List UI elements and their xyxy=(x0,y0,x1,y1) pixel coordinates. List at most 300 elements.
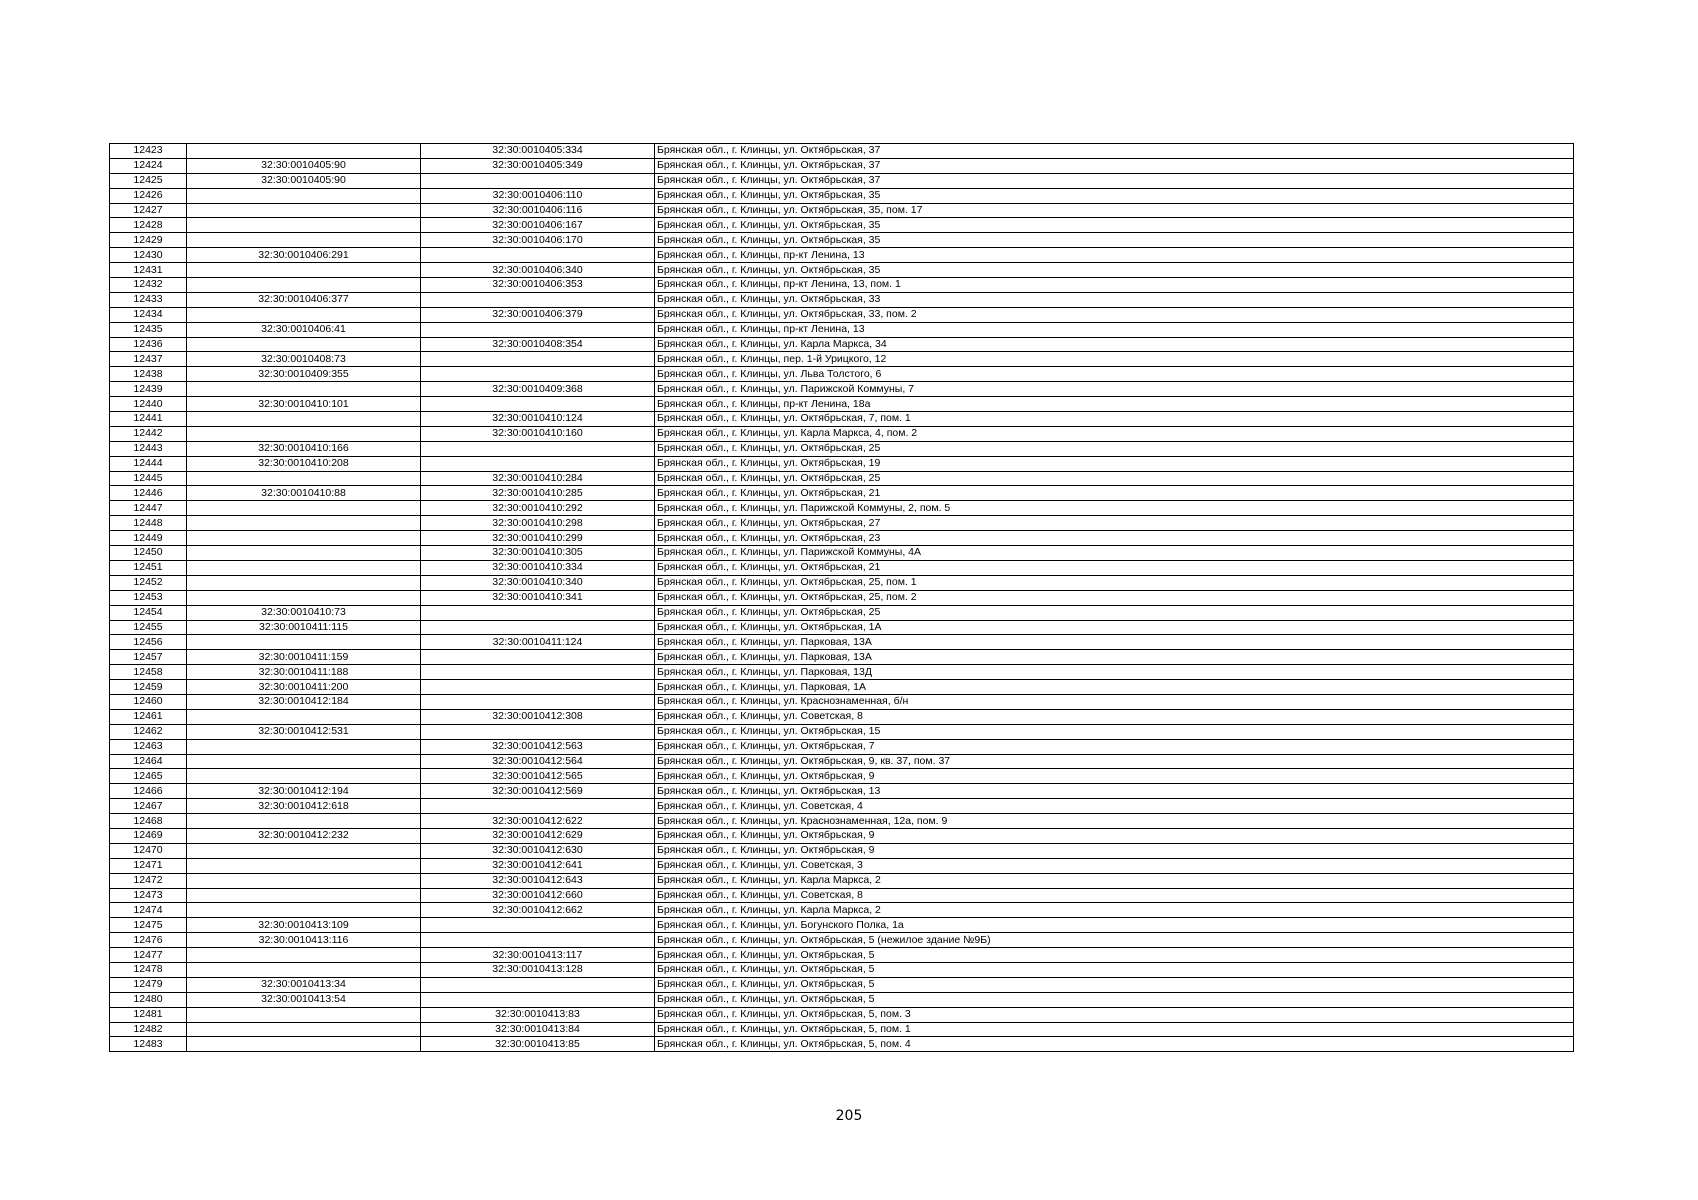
table-row xyxy=(110,650,1574,665)
table-row xyxy=(110,680,1574,695)
object-cadastral-number-cell xyxy=(421,322,655,337)
object-cadastral-number-cell: 32:30:0010412:629 xyxy=(421,828,655,843)
object-cadastral-number-cell: 32:30:0010413:85 xyxy=(421,1037,655,1052)
object-cadastral-number-cell: 32:30:0010412:660 xyxy=(421,888,655,903)
table-row xyxy=(110,605,1574,620)
table-row xyxy=(110,263,1574,278)
cadastral-number-cell xyxy=(187,590,421,605)
cadastral-number-cell: 32:30:0010413:109 xyxy=(187,918,421,933)
address-cell: Брянская обл., г. Клинцы, ул. Парковая, 13Д xyxy=(655,665,1574,680)
table-row xyxy=(110,397,1574,412)
object-cadastral-number-cell xyxy=(421,292,655,307)
table-row xyxy=(110,903,1574,918)
address-cell: Брянская обл., г. Клинцы, пр-кт Ленина, 18а xyxy=(655,397,1574,412)
row-number-cell: 12437 xyxy=(110,352,187,367)
cadastral-number-cell xyxy=(187,144,421,159)
cadastral-number-cell: 32:30:0010410:208 xyxy=(187,456,421,471)
cadastral-number-cell xyxy=(187,814,421,829)
object-cadastral-number-cell: 32:30:0010412:643 xyxy=(421,873,655,888)
row-number-cell: 12444 xyxy=(110,456,187,471)
object-cadastral-number-cell xyxy=(421,992,655,1007)
table-row xyxy=(110,933,1574,948)
address-cell: Брянская обл., г. Клинцы, ул. Октябрьская, 9 xyxy=(655,843,1574,858)
address-cell: Брянская обл., г. Клинцы, ул. Октябрьская, 21 xyxy=(655,486,1574,501)
address-cell: Брянская обл., г. Клинцы, ул. Октябрьская, 21 xyxy=(655,560,1574,575)
object-cadastral-number-cell: 32:30:0010410:299 xyxy=(421,531,655,546)
address-cell: Брянская обл., г. Клинцы, ул. Октябрьская, 5 xyxy=(655,962,1574,977)
object-cadastral-number-cell: 32:30:0010410:341 xyxy=(421,590,655,605)
address-cell: Брянская обл., г. Клинцы, ул. Октябрьская, 35 xyxy=(655,233,1574,248)
address-cell: Брянская обл., г. Клинцы, ул. Краснознаменная, б/н xyxy=(655,694,1574,709)
object-cadastral-number-cell: 32:30:0010406:379 xyxy=(421,307,655,322)
address-cell: Брянская обл., г. Клинцы, ул. Октябрьская, 15 xyxy=(655,724,1574,739)
cadastral-number-cell xyxy=(187,575,421,590)
object-cadastral-number-cell xyxy=(421,918,655,933)
cadastral-number-cell xyxy=(187,501,421,516)
table-row xyxy=(110,1022,1574,1037)
row-number-cell: 12440 xyxy=(110,397,187,412)
object-cadastral-number-cell xyxy=(421,367,655,382)
address-cell: Брянская обл., г. Клинцы, ул. Октябрьская, 35 xyxy=(655,188,1574,203)
row-number-cell: 12441 xyxy=(110,412,187,427)
row-number-cell: 12469 xyxy=(110,828,187,843)
address-cell: Брянская обл., г. Клинцы, ул. Карла Маркса, 34 xyxy=(655,337,1574,352)
address-cell: Брянская обл., г. Клинцы, ул. Карла Маркса, 2 xyxy=(655,903,1574,918)
row-number-cell: 12459 xyxy=(110,680,187,695)
page-number: 205 xyxy=(835,1108,863,1124)
cadastral-number-cell xyxy=(187,263,421,278)
address-cell: Брянская обл., г. Клинцы, ул. Октябрьская, 19 xyxy=(655,456,1574,471)
table-row xyxy=(110,233,1574,248)
object-cadastral-number-cell xyxy=(421,650,655,665)
address-cell: Брянская обл., г. Клинцы, ул. Октябрьская, 27 xyxy=(655,516,1574,531)
address-cell: Брянская обл., г. Клинцы, ул. Парковая, 13А xyxy=(655,650,1574,665)
cadastral-number-cell: 32:30:0010411:188 xyxy=(187,665,421,680)
row-number-cell: 12457 xyxy=(110,650,187,665)
address-cell: Брянская обл., г. Клинцы, пер. 1-й Урицкого, 12 xyxy=(655,352,1574,367)
object-cadastral-number-cell: 32:30:0010412:564 xyxy=(421,754,655,769)
row-number-cell: 12443 xyxy=(110,441,187,456)
table-row xyxy=(110,1007,1574,1022)
cadastral-number-cell: 32:30:0010410:88 xyxy=(187,486,421,501)
row-number-cell: 12430 xyxy=(110,248,187,263)
address-cell: Брянская обл., г. Клинцы, ул. Октябрьская, 9, кв. 37, пом. 37 xyxy=(655,754,1574,769)
cadastral-number-cell: 32:30:0010412:531 xyxy=(187,724,421,739)
row-number-cell: 12468 xyxy=(110,814,187,829)
row-number-cell: 12424 xyxy=(110,158,187,173)
row-number-cell: 12458 xyxy=(110,665,187,680)
object-cadastral-number-cell: 32:30:0010411:124 xyxy=(421,635,655,650)
row-number-cell: 12460 xyxy=(110,694,187,709)
table-row xyxy=(110,173,1574,188)
table-row xyxy=(110,739,1574,754)
address-cell: Брянская обл., г. Клинцы, ул. Октябрьская, 25 xyxy=(655,441,1574,456)
cadastral-number-cell: 32:30:0010412:184 xyxy=(187,694,421,709)
object-cadastral-number-cell xyxy=(421,605,655,620)
row-number-cell: 12462 xyxy=(110,724,187,739)
row-number-cell: 12423 xyxy=(110,144,187,159)
table-row xyxy=(110,560,1574,575)
object-cadastral-number-cell: 32:30:0010406:340 xyxy=(421,263,655,278)
cadastral-number-cell xyxy=(187,218,421,233)
table-row xyxy=(110,635,1574,650)
address-cell: Брянская обл., г. Клинцы, ул. Октябрьская, 13 xyxy=(655,784,1574,799)
cadastral-number-cell xyxy=(187,471,421,486)
row-number-cell: 12449 xyxy=(110,531,187,546)
cadastral-number-cell: 32:30:0010410:166 xyxy=(187,441,421,456)
row-number-cell: 12453 xyxy=(110,590,187,605)
object-cadastral-number-cell: 32:30:0010406:116 xyxy=(421,203,655,218)
row-number-cell: 12428 xyxy=(110,218,187,233)
cadastral-number-cell: 32:30:0010413:34 xyxy=(187,977,421,992)
table-row xyxy=(110,858,1574,873)
object-cadastral-number-cell xyxy=(421,933,655,948)
row-number-cell: 12447 xyxy=(110,501,187,516)
address-cell: Брянская обл., г. Клинцы, ул. Октябрьская, 33, пом. 2 xyxy=(655,307,1574,322)
row-number-cell: 12436 xyxy=(110,337,187,352)
row-number-cell: 12481 xyxy=(110,1007,187,1022)
object-cadastral-number-cell: 32:30:0010413:128 xyxy=(421,962,655,977)
row-number-cell: 12451 xyxy=(110,560,187,575)
address-cell: Брянская обл., г. Клинцы, ул. Карла Маркса, 4, пом. 2 xyxy=(655,426,1574,441)
cadastral-number-cell xyxy=(187,903,421,918)
address-cell: Брянская обл., г. Клинцы, ул. Октябрьская, 9 xyxy=(655,769,1574,784)
table-row xyxy=(110,218,1574,233)
row-number-cell: 12478 xyxy=(110,962,187,977)
object-cadastral-number-cell xyxy=(421,799,655,814)
cadastral-number-cell xyxy=(187,1022,421,1037)
property-registry-table xyxy=(109,143,1574,1052)
row-number-cell: 12427 xyxy=(110,203,187,218)
address-cell: Брянская обл., г. Клинцы, ул. Октябрьская, 37 xyxy=(655,158,1574,173)
table-row xyxy=(110,441,1574,456)
row-number-cell: 12483 xyxy=(110,1037,187,1052)
row-number-cell: 12474 xyxy=(110,903,187,918)
cadastral-number-cell xyxy=(187,873,421,888)
row-number-cell: 12473 xyxy=(110,888,187,903)
row-number-cell: 12471 xyxy=(110,858,187,873)
row-number-cell: 12477 xyxy=(110,948,187,963)
table-row xyxy=(110,144,1574,159)
table-row xyxy=(110,948,1574,963)
cadastral-number-cell: 32:30:0010412:618 xyxy=(187,799,421,814)
object-cadastral-number-cell xyxy=(421,977,655,992)
object-cadastral-number-cell xyxy=(421,397,655,412)
cadastral-number-cell xyxy=(187,546,421,561)
row-number-cell: 12426 xyxy=(110,188,187,203)
row-number-cell: 12431 xyxy=(110,263,187,278)
cadastral-number-cell xyxy=(187,382,421,397)
address-cell: Брянская обл., г. Клинцы, ул. Октябрьская, 33 xyxy=(655,292,1574,307)
table-body xyxy=(110,144,1574,1052)
table-row xyxy=(110,471,1574,486)
address-cell: Брянская обл., г. Клинцы, пр-кт Ленина, 13 xyxy=(655,248,1574,263)
cadastral-number-cell xyxy=(187,337,421,352)
object-cadastral-number-cell: 32:30:0010405:334 xyxy=(421,144,655,159)
object-cadastral-number-cell xyxy=(421,665,655,680)
table-row xyxy=(110,516,1574,531)
cadastral-number-cell: 32:30:0010412:194 xyxy=(187,784,421,799)
row-number-cell: 12448 xyxy=(110,516,187,531)
address-cell: Брянская обл., г. Клинцы, ул. Октябрьская, 25 xyxy=(655,471,1574,486)
address-cell: Брянская обл., г. Клинцы, ул. Богунского Полка, 1а xyxy=(655,918,1574,933)
row-number-cell: 12463 xyxy=(110,739,187,754)
address-cell: Брянская обл., г. Клинцы, ул. Парковая, 13А xyxy=(655,635,1574,650)
cadastral-number-cell xyxy=(187,1007,421,1022)
cadastral-number-cell: 32:30:0010411:200 xyxy=(187,680,421,695)
cadastral-number-cell xyxy=(187,948,421,963)
table-row xyxy=(110,307,1574,322)
table-row xyxy=(110,501,1574,516)
table-row xyxy=(110,828,1574,843)
row-number-cell: 12429 xyxy=(110,233,187,248)
address-cell: Брянская обл., г. Клинцы, пр-кт Ленина, 13, пом. 1 xyxy=(655,278,1574,293)
object-cadastral-number-cell: 32:30:0010410:284 xyxy=(421,471,655,486)
row-number-cell: 12434 xyxy=(110,307,187,322)
address-cell: Брянская обл., г. Клинцы, ул. Парижской Коммуны, 7 xyxy=(655,382,1574,397)
address-cell: Брянская обл., г. Клинцы, пр-кт Ленина, 13 xyxy=(655,322,1574,337)
object-cadastral-number-cell xyxy=(421,352,655,367)
row-number-cell: 12480 xyxy=(110,992,187,1007)
address-cell: Брянская обл., г. Клинцы, ул. Парижской Коммуны, 4А xyxy=(655,546,1574,561)
table-row xyxy=(110,292,1574,307)
address-cell: Брянская обл., г. Клинцы, ул. Октябрьская, 5 xyxy=(655,992,1574,1007)
row-number-cell: 12433 xyxy=(110,292,187,307)
object-cadastral-number-cell xyxy=(421,694,655,709)
table-row xyxy=(110,188,1574,203)
cadastral-number-cell xyxy=(187,843,421,858)
cadastral-number-cell: 32:30:0010411:115 xyxy=(187,620,421,635)
object-cadastral-number-cell: 32:30:0010410:124 xyxy=(421,412,655,427)
cadastral-number-cell xyxy=(187,739,421,754)
object-cadastral-number-cell: 32:30:0010406:170 xyxy=(421,233,655,248)
object-cadastral-number-cell xyxy=(421,724,655,739)
address-cell: Брянская обл., г. Клинцы, ул. Октябрьская, 35, пом. 17 xyxy=(655,203,1574,218)
table-row xyxy=(110,352,1574,367)
row-number-cell: 12467 xyxy=(110,799,187,814)
table-row xyxy=(110,754,1574,769)
table-row xyxy=(110,367,1574,382)
cadastral-number-cell: 32:30:0010410:73 xyxy=(187,605,421,620)
table-row xyxy=(110,665,1574,680)
row-number-cell: 12465 xyxy=(110,769,187,784)
cadastral-number-cell xyxy=(187,531,421,546)
object-cadastral-number-cell: 32:30:0010412:563 xyxy=(421,739,655,754)
object-cadastral-number-cell xyxy=(421,248,655,263)
address-cell: Брянская обл., г. Клинцы, ул. Октябрьская, 5 xyxy=(655,948,1574,963)
address-cell: Брянская обл., г. Клинцы, ул. Парковая, 1А xyxy=(655,680,1574,695)
cadastral-number-cell: 32:30:0010411:159 xyxy=(187,650,421,665)
object-cadastral-number-cell: 32:30:0010412:622 xyxy=(421,814,655,829)
cadastral-number-cell: 32:30:0010405:90 xyxy=(187,173,421,188)
row-number-cell: 12472 xyxy=(110,873,187,888)
object-cadastral-number-cell: 32:30:0010410:334 xyxy=(421,560,655,575)
cadastral-number-cell xyxy=(187,858,421,873)
cadastral-number-cell: 32:30:0010405:90 xyxy=(187,158,421,173)
row-number-cell: 12438 xyxy=(110,367,187,382)
object-cadastral-number-cell: 32:30:0010412:641 xyxy=(421,858,655,873)
cadastral-number-cell xyxy=(187,203,421,218)
object-cadastral-number-cell: 32:30:0010413:117 xyxy=(421,948,655,963)
table-row xyxy=(110,784,1574,799)
cadastral-number-cell xyxy=(187,560,421,575)
address-cell: Брянская обл., г. Клинцы, ул. Октябрьская, 25 xyxy=(655,605,1574,620)
table-row xyxy=(110,918,1574,933)
cadastral-number-cell: 32:30:0010406:41 xyxy=(187,322,421,337)
address-cell: Брянская обл., г. Клинцы, ул. Парижской Коммуны, 2, пом. 5 xyxy=(655,501,1574,516)
row-number-cell: 12455 xyxy=(110,620,187,635)
address-cell: Брянская обл., г. Клинцы, ул. Карла Маркса, 2 xyxy=(655,873,1574,888)
address-cell: Брянская обл., г. Клинцы, ул. Октябрьская, 5, пом. 1 xyxy=(655,1022,1574,1037)
object-cadastral-number-cell: 32:30:0010410:285 xyxy=(421,486,655,501)
object-cadastral-number-cell: 32:30:0010406:167 xyxy=(421,218,655,233)
cadastral-number-cell: 32:30:0010410:101 xyxy=(187,397,421,412)
object-cadastral-number-cell xyxy=(421,456,655,471)
object-cadastral-number-cell: 32:30:0010410:298 xyxy=(421,516,655,531)
object-cadastral-number-cell xyxy=(421,173,655,188)
object-cadastral-number-cell: 32:30:0010405:349 xyxy=(421,158,655,173)
object-cadastral-number-cell: 32:30:0010410:340 xyxy=(421,575,655,590)
cadastral-number-cell xyxy=(187,188,421,203)
table-row xyxy=(110,888,1574,903)
table-row xyxy=(110,977,1574,992)
table-row xyxy=(110,426,1574,441)
object-cadastral-number-cell: 32:30:0010413:84 xyxy=(421,1022,655,1037)
address-cell: Брянская обл., г. Клинцы, ул. Октябрьская, 5 (нежилое здание №9Б) xyxy=(655,933,1574,948)
table-row xyxy=(110,248,1574,263)
cadastral-number-cell xyxy=(187,888,421,903)
cadastral-number-cell: 32:30:0010412:232 xyxy=(187,828,421,843)
row-number-cell: 12476 xyxy=(110,933,187,948)
address-cell: Брянская обл., г. Клинцы, ул. Октябрьская, 1А xyxy=(655,620,1574,635)
address-cell: Брянская обл., г. Клинцы, ул. Октябрьская, 7, пом. 1 xyxy=(655,412,1574,427)
cadastral-number-cell: 32:30:0010408:73 xyxy=(187,352,421,367)
row-number-cell: 12452 xyxy=(110,575,187,590)
row-number-cell: 12475 xyxy=(110,918,187,933)
object-cadastral-number-cell: 32:30:0010412:308 xyxy=(421,709,655,724)
table-row xyxy=(110,158,1574,173)
row-number-cell: 12446 xyxy=(110,486,187,501)
object-cadastral-number-cell xyxy=(421,620,655,635)
row-number-cell: 12442 xyxy=(110,426,187,441)
row-number-cell: 12445 xyxy=(110,471,187,486)
table-row xyxy=(110,456,1574,471)
object-cadastral-number-cell: 32:30:0010412:565 xyxy=(421,769,655,784)
cadastral-number-cell xyxy=(187,516,421,531)
row-number-cell: 12466 xyxy=(110,784,187,799)
table-row xyxy=(110,412,1574,427)
table-row xyxy=(110,843,1574,858)
table-row xyxy=(110,1037,1574,1052)
object-cadastral-number-cell: 32:30:0010410:305 xyxy=(421,546,655,561)
row-number-cell: 12456 xyxy=(110,635,187,650)
table-row xyxy=(110,620,1574,635)
cadastral-number-cell xyxy=(187,635,421,650)
table-row xyxy=(110,531,1574,546)
address-cell: Брянская обл., г. Клинцы, ул. Советская, 4 xyxy=(655,799,1574,814)
object-cadastral-number-cell xyxy=(421,441,655,456)
address-cell: Брянская обл., г. Клинцы, ул. Октябрьская, 25, пом. 2 xyxy=(655,590,1574,605)
object-cadastral-number-cell: 32:30:0010413:83 xyxy=(421,1007,655,1022)
table-row xyxy=(110,546,1574,561)
row-number-cell: 12461 xyxy=(110,709,187,724)
object-cadastral-number-cell: 32:30:0010412:662 xyxy=(421,903,655,918)
cadastral-number-cell: 32:30:0010406:377 xyxy=(187,292,421,307)
address-cell: Брянская обл., г. Клинцы, ул. Октябрьская, 37 xyxy=(655,144,1574,159)
table-row xyxy=(110,203,1574,218)
address-cell: Брянская обл., г. Клинцы, ул. Октябрьская, 9 xyxy=(655,828,1574,843)
address-cell: Брянская обл., г. Клинцы, ул. Октябрьская, 23 xyxy=(655,531,1574,546)
address-cell: Брянская обл., г. Клинцы, ул. Октябрьская, 35 xyxy=(655,218,1574,233)
table-row xyxy=(110,799,1574,814)
row-number-cell: 12454 xyxy=(110,605,187,620)
cadastral-number-cell xyxy=(187,412,421,427)
cadastral-number-cell xyxy=(187,233,421,248)
address-cell: Брянская обл., г. Клинцы, ул. Льва Толстого, 6 xyxy=(655,367,1574,382)
cadastral-number-cell: 32:30:0010413:116 xyxy=(187,933,421,948)
cadastral-number-cell xyxy=(187,709,421,724)
table-row xyxy=(110,724,1574,739)
cadastral-number-cell xyxy=(187,307,421,322)
row-number-cell: 12450 xyxy=(110,546,187,561)
address-cell: Брянская обл., г. Клинцы, ул. Советская, 8 xyxy=(655,709,1574,724)
cadastral-number-cell xyxy=(187,1037,421,1052)
address-cell: Брянская обл., г. Клинцы, ул. Советская, 3 xyxy=(655,858,1574,873)
table-row xyxy=(110,322,1574,337)
table-row xyxy=(110,814,1574,829)
row-number-cell: 12425 xyxy=(110,173,187,188)
address-cell: Брянская обл., г. Клинцы, ул. Октябрьская, 5 xyxy=(655,977,1574,992)
row-number-cell: 12464 xyxy=(110,754,187,769)
table-row xyxy=(110,590,1574,605)
table-row xyxy=(110,337,1574,352)
row-number-cell: 12479 xyxy=(110,977,187,992)
cadastral-number-cell: 32:30:0010409:355 xyxy=(187,367,421,382)
row-number-cell: 12439 xyxy=(110,382,187,397)
table-row xyxy=(110,278,1574,293)
table-row xyxy=(110,575,1574,590)
row-number-cell: 12432 xyxy=(110,278,187,293)
cadastral-number-cell xyxy=(187,769,421,784)
cadastral-number-cell: 32:30:0010406:291 xyxy=(187,248,421,263)
table-row xyxy=(110,962,1574,977)
address-cell: Брянская обл., г. Клинцы, ул. Октябрьская, 7 xyxy=(655,739,1574,754)
address-cell: Брянская обл., г. Клинцы, ул. Октябрьская, 35 xyxy=(655,263,1574,278)
object-cadastral-number-cell: 32:30:0010410:160 xyxy=(421,426,655,441)
object-cadastral-number-cell: 32:30:0010412:630 xyxy=(421,843,655,858)
cadastral-number-cell: 32:30:0010413:54 xyxy=(187,992,421,1007)
address-cell: Брянская обл., г. Клинцы, ул. Советская, 8 xyxy=(655,888,1574,903)
object-cadastral-number-cell: 32:30:0010409:368 xyxy=(421,382,655,397)
address-cell: Брянская обл., г. Клинцы, ул. Октябрьская, 5, пом. 4 xyxy=(655,1037,1574,1052)
table-row xyxy=(110,873,1574,888)
address-cell: Брянская обл., г. Клинцы, ул. Октябрьская, 5, пом. 3 xyxy=(655,1007,1574,1022)
row-number-cell: 12435 xyxy=(110,322,187,337)
table-row xyxy=(110,709,1574,724)
cadastral-number-cell xyxy=(187,962,421,977)
object-cadastral-number-cell: 32:30:0010406:353 xyxy=(421,278,655,293)
row-number-cell: 12470 xyxy=(110,843,187,858)
object-cadastral-number-cell xyxy=(421,680,655,695)
table-row xyxy=(110,769,1574,784)
object-cadastral-number-cell: 32:30:0010410:292 xyxy=(421,501,655,516)
cadastral-number-cell xyxy=(187,278,421,293)
row-number-cell: 12482 xyxy=(110,1022,187,1037)
object-cadastral-number-cell: 32:30:0010408:354 xyxy=(421,337,655,352)
address-cell: Брянская обл., г. Клинцы, ул. Октябрьская, 37 xyxy=(655,173,1574,188)
address-cell: Брянская обл., г. Клинцы, ул. Краснознаменная, 12а, пом. 9 xyxy=(655,814,1574,829)
table-row xyxy=(110,992,1574,1007)
